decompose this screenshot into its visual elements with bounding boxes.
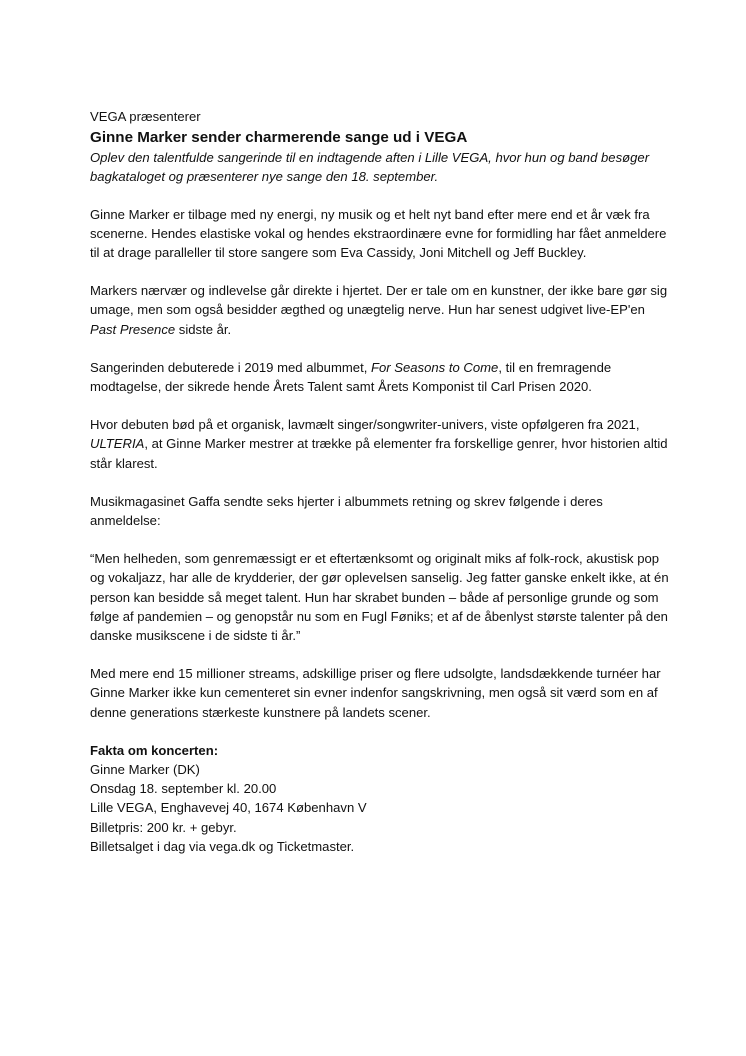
fact-artist: Ginne Marker (DK) — [90, 762, 200, 778]
paragraph-text: sidste år. — [175, 321, 232, 337]
headline: Ginne Marker sender charmerende sange ud i VEGA — [90, 129, 468, 147]
kicker-text: VEGA præsenterer — [90, 109, 201, 124]
paragraph-text: Hvor debuten bød på et organisk, lavmælt singer/songwriter-univers, viste opfølgeren fra 2021, — [90, 417, 640, 433]
paragraph-text: , at Ginne Marker mestrer at trække på elementer fra forskellige genrer, hvor historien altid står klarest. — [90, 436, 668, 471]
paragraph-intro: Ginne Marker er tilbage med ny energi, ny musik og et helt nyt band efter mere end et år væk fra scenerne. Hendes elastiske vokal og hendes ekstraordinære evne for formidling har fået anmeldere til at drage paralleller til store sangere som Eva Cassidy, Joni Mitchell og Jeff Buckley. — [90, 206, 667, 261]
review-quote: “Men helheden, som genremæssigt er et eftertænksomt og originalt miks af folk-rock, akustisk pop og vokaljazz, har alle de krydderier, der gør oplevelsen sanselig. Jeg fatter ganske enkelt ikke, at én person kan besidde så meget talent. Hun har skrabet bunden – både af personlige grunde og som følge af pandemien – og genopstår nu som en Fugl Føniks; et af de åbenlyst største talenter på den danske musikscene i de sidste ti år.” — [90, 551, 669, 644]
facts-heading: Fakta om koncerten: — [90, 742, 219, 758]
fact-venue: Lille VEGA, Enghavevej 40, 1674 København V — [90, 800, 367, 816]
fact-price: Billetpris: 200 kr. + gebyr. — [90, 819, 237, 835]
fact-date: Onsdag 18. september kl. 20.00 — [90, 781, 277, 797]
lead-paragraph: Oplev den talentfulde sangerinde til en indtagende aften i Lille VEGA, hvor hun og band besøger bagkataloget og præsenterer nye sange den 18. september. — [90, 150, 650, 185]
facts-list — [90, 760, 670, 856]
paragraph-gaffa: Musikmagasinet Gaffa sendte seks hjerter i albummets retning og skrev følgende i deres anmeldelse: — [90, 493, 603, 529]
paragraph-followup — [90, 415, 670, 473]
paragraph-debut — [90, 358, 670, 396]
album-title: For Seasons to Come — [370, 359, 499, 375]
fact-sales: Billetsalget i dag via vega.dk og Ticketmaster. — [90, 838, 355, 854]
ep-title: Past Presence — [90, 321, 176, 337]
paragraph-streams: Med mere end 15 millioner streams, adskillige priser og flere udsolgte, landsdækkende turnéer har Ginne Marker ikke kun cementeret sin evner indenfor sangskrivning, men også sit værd som en af denne generations stærkeste kunstnere på landets scener. — [90, 666, 661, 720]
paragraph-presence — [90, 281, 670, 339]
paragraph-text: Sangerinden debuterede i 2019 med albummet, — [90, 359, 371, 375]
press-release — [90, 107, 670, 856]
album-title: ULTERIA — [90, 436, 145, 452]
paragraph-text: , til en fremragende modtagelse, der sikrede hende Årets Talent samt Årets Komponist til Carl Prisen 2020. — [90, 359, 612, 395]
paragraph-text: Markers nærvær og indlevelse går direkte i hjertet. Der er tale om en kunstner, der ikke bare gør sig umage, men som også besidder ægthed og unægtelig nerve. Hun har senest udgivet live-EP'en — [90, 283, 668, 318]
